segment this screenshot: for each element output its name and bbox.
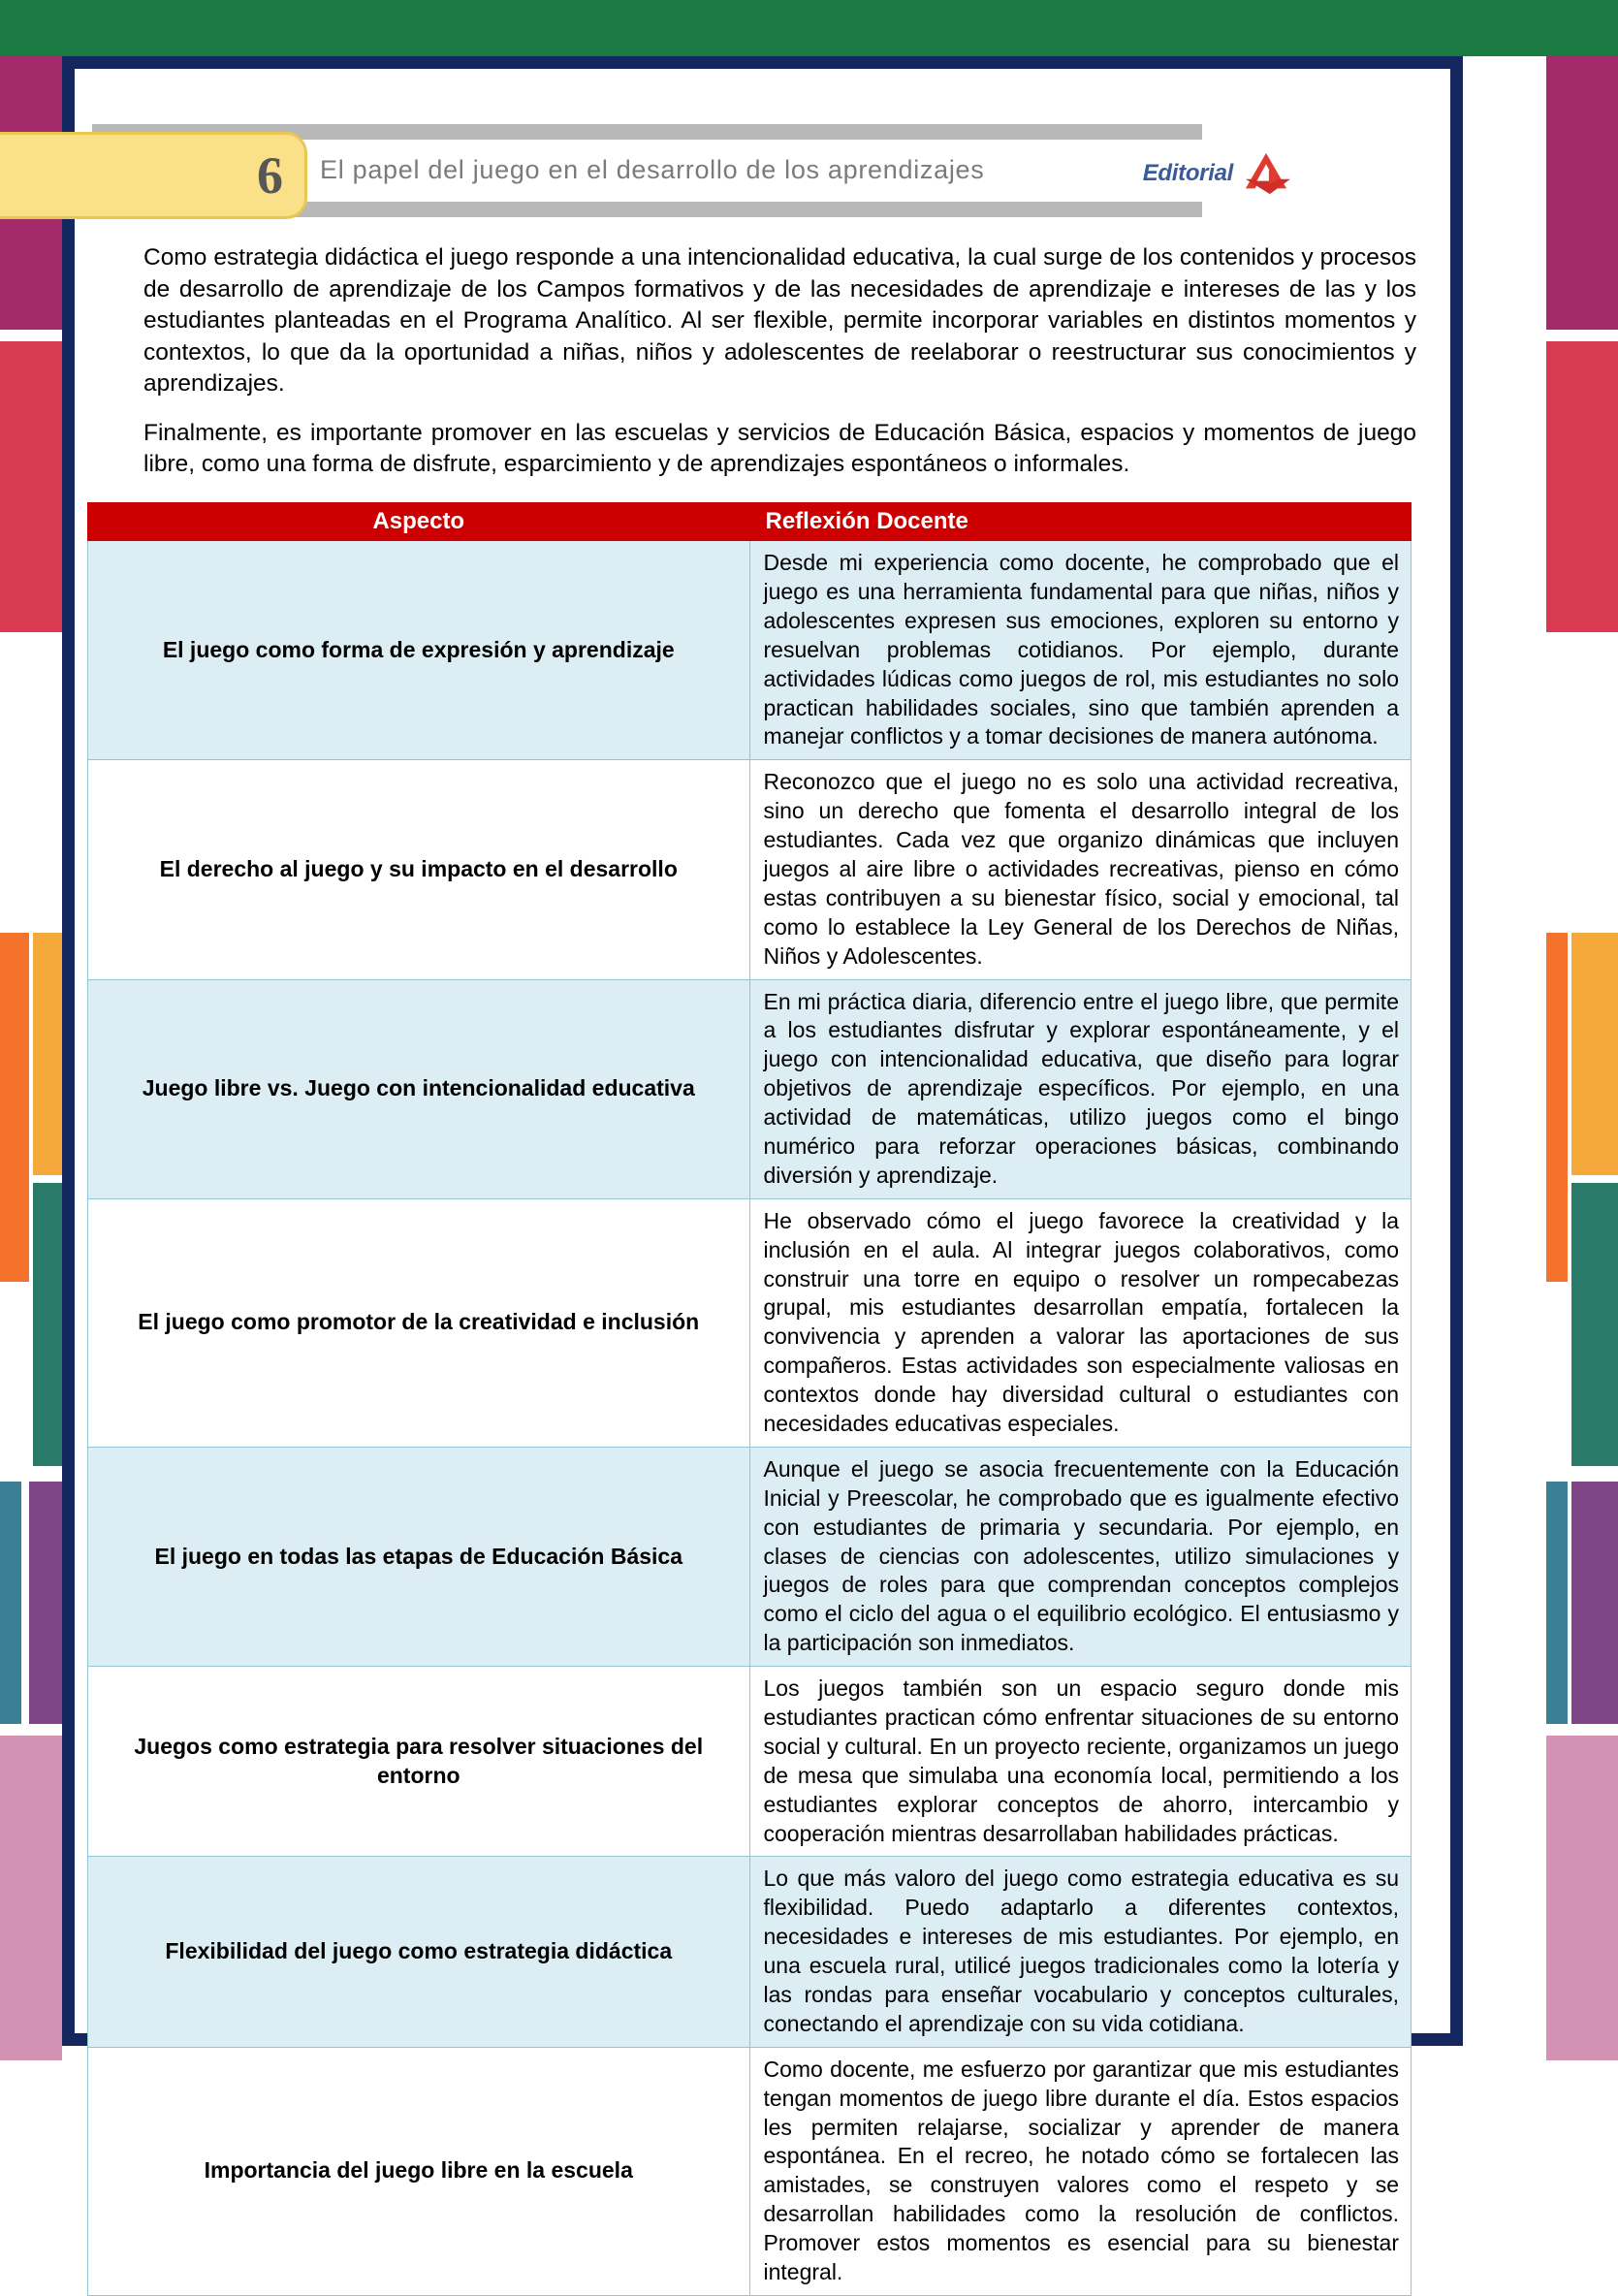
editorial-md-logo bbox=[1143, 151, 1294, 196]
cell-aspecto: Juegos como estrategia para resolver situaciones del entorno bbox=[88, 1667, 750, 1857]
cell-aspecto: Importancia del juego libre en la escuela bbox=[88, 2047, 750, 2295]
page-title: El papel del juego en el desarrollo de los aprendizajes bbox=[320, 155, 985, 184]
cell-aspecto: El juego en todas las etapas de Educación Básica bbox=[88, 1447, 750, 1666]
table-row bbox=[88, 1198, 1412, 1447]
cell-aspecto: Flexibilidad del juego como estrategia didáctica bbox=[88, 1857, 750, 2047]
cell-reflexion: Como docente, me esfuerzo por garantizar que mis estudiantes tengan momentos de juego libre durante el día. Estos espacios les permiten relajarse, socializar y aprender de manera espontánea. En el recreo, he notado cómo se fortalecen las amistades, se construyen valores como el respeto y se desarrollan habilidades como la resolución de conflictos. Promover estos momentos es esencial para su bienestar integral. bbox=[749, 2047, 1412, 2295]
deco-left-pink bbox=[0, 1736, 62, 2060]
cell-reflexion: He observado cómo el juego favorece la creatividad y la inclusión en el aula. Al integrar juegos colaborativos, como construir una torre en equipo o resolver un rompecabezas grupal, mis estudiantes desarrollan empatía, fortalecen la convivencia y aprenden a valorar las aportaciones de sus compañeros. Estas actividades son especialmente valiosas en contextos donde hay diversidad cultural o estudiantes con necesidades educativas especiales. bbox=[749, 1198, 1412, 1447]
cell-reflexion: Los juegos también son un espacio seguro donde mis estudiantes practican cómo enfrentar situaciones de su entorno social y cultural. En un proyecto reciente, organizamos un juego de mesa que simulaba una economía local, permitiendo a los estudiantes explorar conceptos de ahorro, intercambio y cooperación mientras desarrollaban habilidades prácticas. bbox=[749, 1667, 1412, 1857]
deco-left-purple bbox=[29, 1482, 62, 1724]
cell-reflexion: Lo que más valoro del juego como estrategia educativa es su flexibilidad. Puedo adaptarlo a diferentes contextos, necesidades e intereses de mis estudiantes. Por ejemplo, en una escuela rural, utilicé juegos tradicionales como la lotería y las rondas para enseñar vocabulario y conceptos culturales, conectando el aprendizaje con su vida cotidiana. bbox=[749, 1857, 1412, 2047]
table-row bbox=[88, 541, 1412, 760]
cell-aspecto: Juego libre vs. Juego con intencionalidad educativa bbox=[88, 979, 750, 1198]
page-header bbox=[87, 81, 1438, 237]
section-number-tab bbox=[0, 132, 307, 219]
deco-right-purple bbox=[1571, 1482, 1618, 1724]
table-row bbox=[88, 1857, 1412, 2047]
logo-wordmark: Editorial bbox=[1142, 160, 1233, 186]
deco-right-magenta bbox=[1546, 56, 1618, 330]
deco-left-steelblue bbox=[0, 1482, 21, 1724]
deco-right-orange bbox=[1546, 933, 1568, 1282]
deco-right-crimson bbox=[1546, 341, 1618, 632]
deco-left-orange bbox=[0, 933, 29, 1282]
table-header-row bbox=[88, 503, 1412, 541]
table-row bbox=[88, 760, 1412, 979]
col-header-aspecto: Aspecto bbox=[88, 503, 750, 541]
table-row bbox=[88, 2047, 1412, 2295]
deco-left-teal bbox=[33, 1183, 62, 1466]
intro-paragraphs bbox=[87, 242, 1438, 481]
top-green-bar bbox=[0, 0, 1618, 56]
table-body bbox=[88, 541, 1412, 2296]
table-row bbox=[88, 1447, 1412, 1666]
cell-reflexion: Aunque el juego se asocia frecuentemente con la Educación Inicial y Preescolar, he comprobado que es igualmente efectivo con estudiantes de primaria y secundaria. Por ejemplo, en clases de ciencias con adolescentes, utilizo simulaciones y juegos de roles para que comprendan conceptos complejos como el ciclo del agua o el equilibrio ecológico. El entusiasmo y la participación son inmediatos. bbox=[749, 1447, 1412, 1666]
intro-paragraph-2: Finalmente, es importante promover en las escuelas y servicios de Educación Básica, espacios y momentos de juego libre, como una forma de disfrute, esparcimiento y de aprendizajes espontáneos o informales. bbox=[143, 419, 1416, 478]
cell-reflexion: Reconozco que el juego no es solo una actividad recreativa, sino un derecho que fomenta el desarrollo integral de los estudiantes. Cada vez que organizo dinámicas que incluyen juegos al aire libre o actividades recreativas, pienso en cómo estas contribuyen a su bienestar físico, social y emocional, tal como lo establece la Ley General de los Derechos de Niñas, Niños y Adolescentes. bbox=[749, 760, 1412, 979]
cell-aspecto: El juego como forma de expresión y aprendizaje bbox=[88, 541, 750, 760]
cell-reflexion: Desde mi experiencia como docente, he comprobado que el juego es una herramienta fundamental para que niñas, niños y adolescentes expresen sus emociones, exploren su entorno y resuelvan problemas cotidianos. Por ejemplo, durante actividades lúdicas como juegos de rol, mis estudiantes no solo practican habilidades sociales, sino que también aprenden a manejar conflictos y a tomar decisiones de manera autónoma. bbox=[749, 541, 1412, 760]
deco-right-steelblue bbox=[1546, 1482, 1568, 1724]
table-head bbox=[88, 503, 1412, 541]
deco-right-amber bbox=[1571, 933, 1618, 1175]
table-row bbox=[88, 979, 1412, 1198]
deco-left-crimson bbox=[0, 341, 62, 632]
table-row bbox=[88, 1667, 1412, 1857]
deco-right-pink bbox=[1546, 1736, 1618, 2060]
intro-paragraph-1: Como estrategia didáctica el juego responde a una intencionalidad educativa, la cual surge de los contenidos y procesos de desarrollo de aprendizaje de los Campos formativos y de las necesidades de aprendizaje e intereses de las y los estudiantes planteadas en el Programa Analítico. Al ser flexible, permite incorporar variables en distintos momentos y contextos, lo que da la oportunidad a niñas, niños y adolescentes de reelaborar o reestructurar sus conocimientos y aprendizajes. bbox=[143, 244, 1416, 398]
md-triangle-logo-icon bbox=[1238, 151, 1294, 196]
reflection-table bbox=[87, 502, 1412, 2296]
cell-aspecto: El derecho al juego y su impacto en el desarrollo bbox=[88, 760, 750, 979]
section-number: 6 bbox=[257, 146, 283, 205]
page-content bbox=[87, 81, 1438, 2285]
cell-reflexion: En mi práctica diaria, diferencio entre el juego libre, que permite a los estudiantes disfrutar y explorar espontáneamente, y el juego con intencionalidad educativa, que diseño para lograr objetivos de aprendizaje específicos. Por ejemplo, en una actividad de matemáticas, utilizo juegos como el bingo numérico para reforzar operaciones básicas, combinando diversión y aprendizaje. bbox=[749, 979, 1412, 1198]
deco-left-amber bbox=[33, 933, 62, 1175]
deco-right-teal bbox=[1571, 1183, 1618, 1466]
cell-aspecto: El juego como promotor de la creatividad e inclusión bbox=[88, 1198, 750, 1447]
col-header-reflexion-docente: Reflexión Docente bbox=[749, 503, 1412, 541]
